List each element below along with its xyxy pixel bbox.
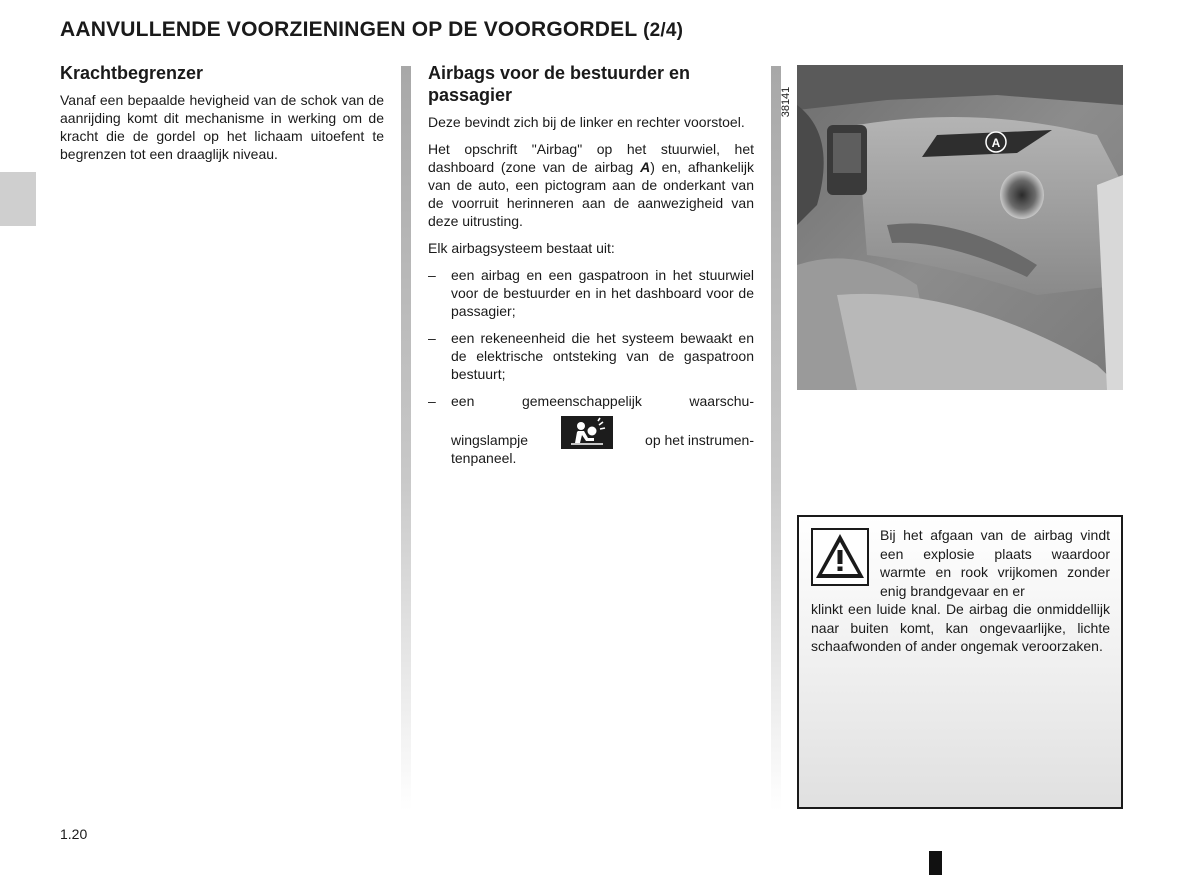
airbag-system-intro: Elk airbagsysteem bestaat uit: (428, 240, 615, 256)
left-column (60, 62, 384, 172)
list-dash: – (428, 393, 436, 409)
list-item-text-end: tenpaneel. (451, 450, 517, 466)
warning-text-rest: klinkt een luide knal. De airbag die onmiddellijk naar buiten komt, kan ongevaarlijke, lichte schaafwonden of ander ongemak veroorzaken. (811, 601, 1110, 654)
column-divider-left (401, 66, 411, 811)
warning-lamp-line (451, 416, 754, 449)
dashboard-photo (797, 65, 1123, 390)
list-item-text: een rekeneenheid die het systeem bewaakt en de elektrische ontsteking van de gaspatroon bestuurt; (451, 330, 754, 382)
airbag-label-paragraph (428, 140, 754, 230)
chapter-tab (0, 172, 36, 226)
force-limiter-paragraph: Vanaf een bepaalde hevigheid van de schok van de aanrijding komt dit mechanisme in werking om de kracht die de gordel op het lichaam uitoefent te begrenzen tot een draaglijk niveau. (60, 92, 384, 162)
section-end-marker (929, 851, 942, 875)
figure-number-text: 38141 (780, 86, 792, 118)
list-dash: – (428, 267, 436, 283)
airbag-warning-lamp-icon (561, 416, 613, 449)
list-item-text-line1: een gemeenschappelijk waarschu- (451, 393, 754, 409)
column-divider-right (771, 66, 781, 811)
airbag-component-list (428, 266, 754, 467)
list-item (428, 392, 754, 467)
airbag-location-paragraph: Deze bevindt zich bij de linker en rechter voorstoel. (428, 114, 745, 130)
list-item (428, 329, 754, 383)
list-item-text-before-icon: wingslampje (451, 432, 529, 448)
force-limiter-heading: Krachtbegrenzer (60, 63, 204, 83)
page-title (60, 18, 683, 42)
warning-text-first: Bij het afgaan van de airbag vindt een explosie plaats waardoor warmte en rook vrijkomen zonder enig brandgevaar en er (880, 527, 1110, 599)
list-dash: – (428, 330, 436, 346)
list-item-text-after-icon: op het instrumen- (645, 432, 754, 448)
page-number: 1.20 (60, 826, 88, 842)
airbag-zone-marker: A (640, 159, 651, 175)
warning-box (797, 515, 1123, 809)
airbags-heading: Airbags voor de bestuurder en passagier (428, 63, 691, 105)
list-item-text: een airbag en een gaspatroon in het stuurwiel voor de bestuurder en in het dashboard voor de passagier; (451, 267, 754, 319)
figure-number (774, 72, 796, 132)
airbag-label-text-1: Het opschrift "Airbag" op het stuurwiel, het dashboard (zone van de airbag (428, 141, 754, 175)
page-title-text: AANVULLENDE VOORZIENINGEN OP DE VOORGORDEL (60, 18, 638, 41)
middle-column (428, 62, 754, 476)
figure-marker-a: A (991, 136, 1001, 150)
airbag-label-text-2: ) en, afhankelijk van de auto, een pictogram aan de onderkant van de voorruit herinneren aan de aanwezigheid van deze uitrusting. (428, 159, 754, 229)
warning-triangle-icon (811, 528, 869, 586)
page-part-indicator: (2/4) (643, 20, 684, 41)
list-item (428, 266, 754, 320)
